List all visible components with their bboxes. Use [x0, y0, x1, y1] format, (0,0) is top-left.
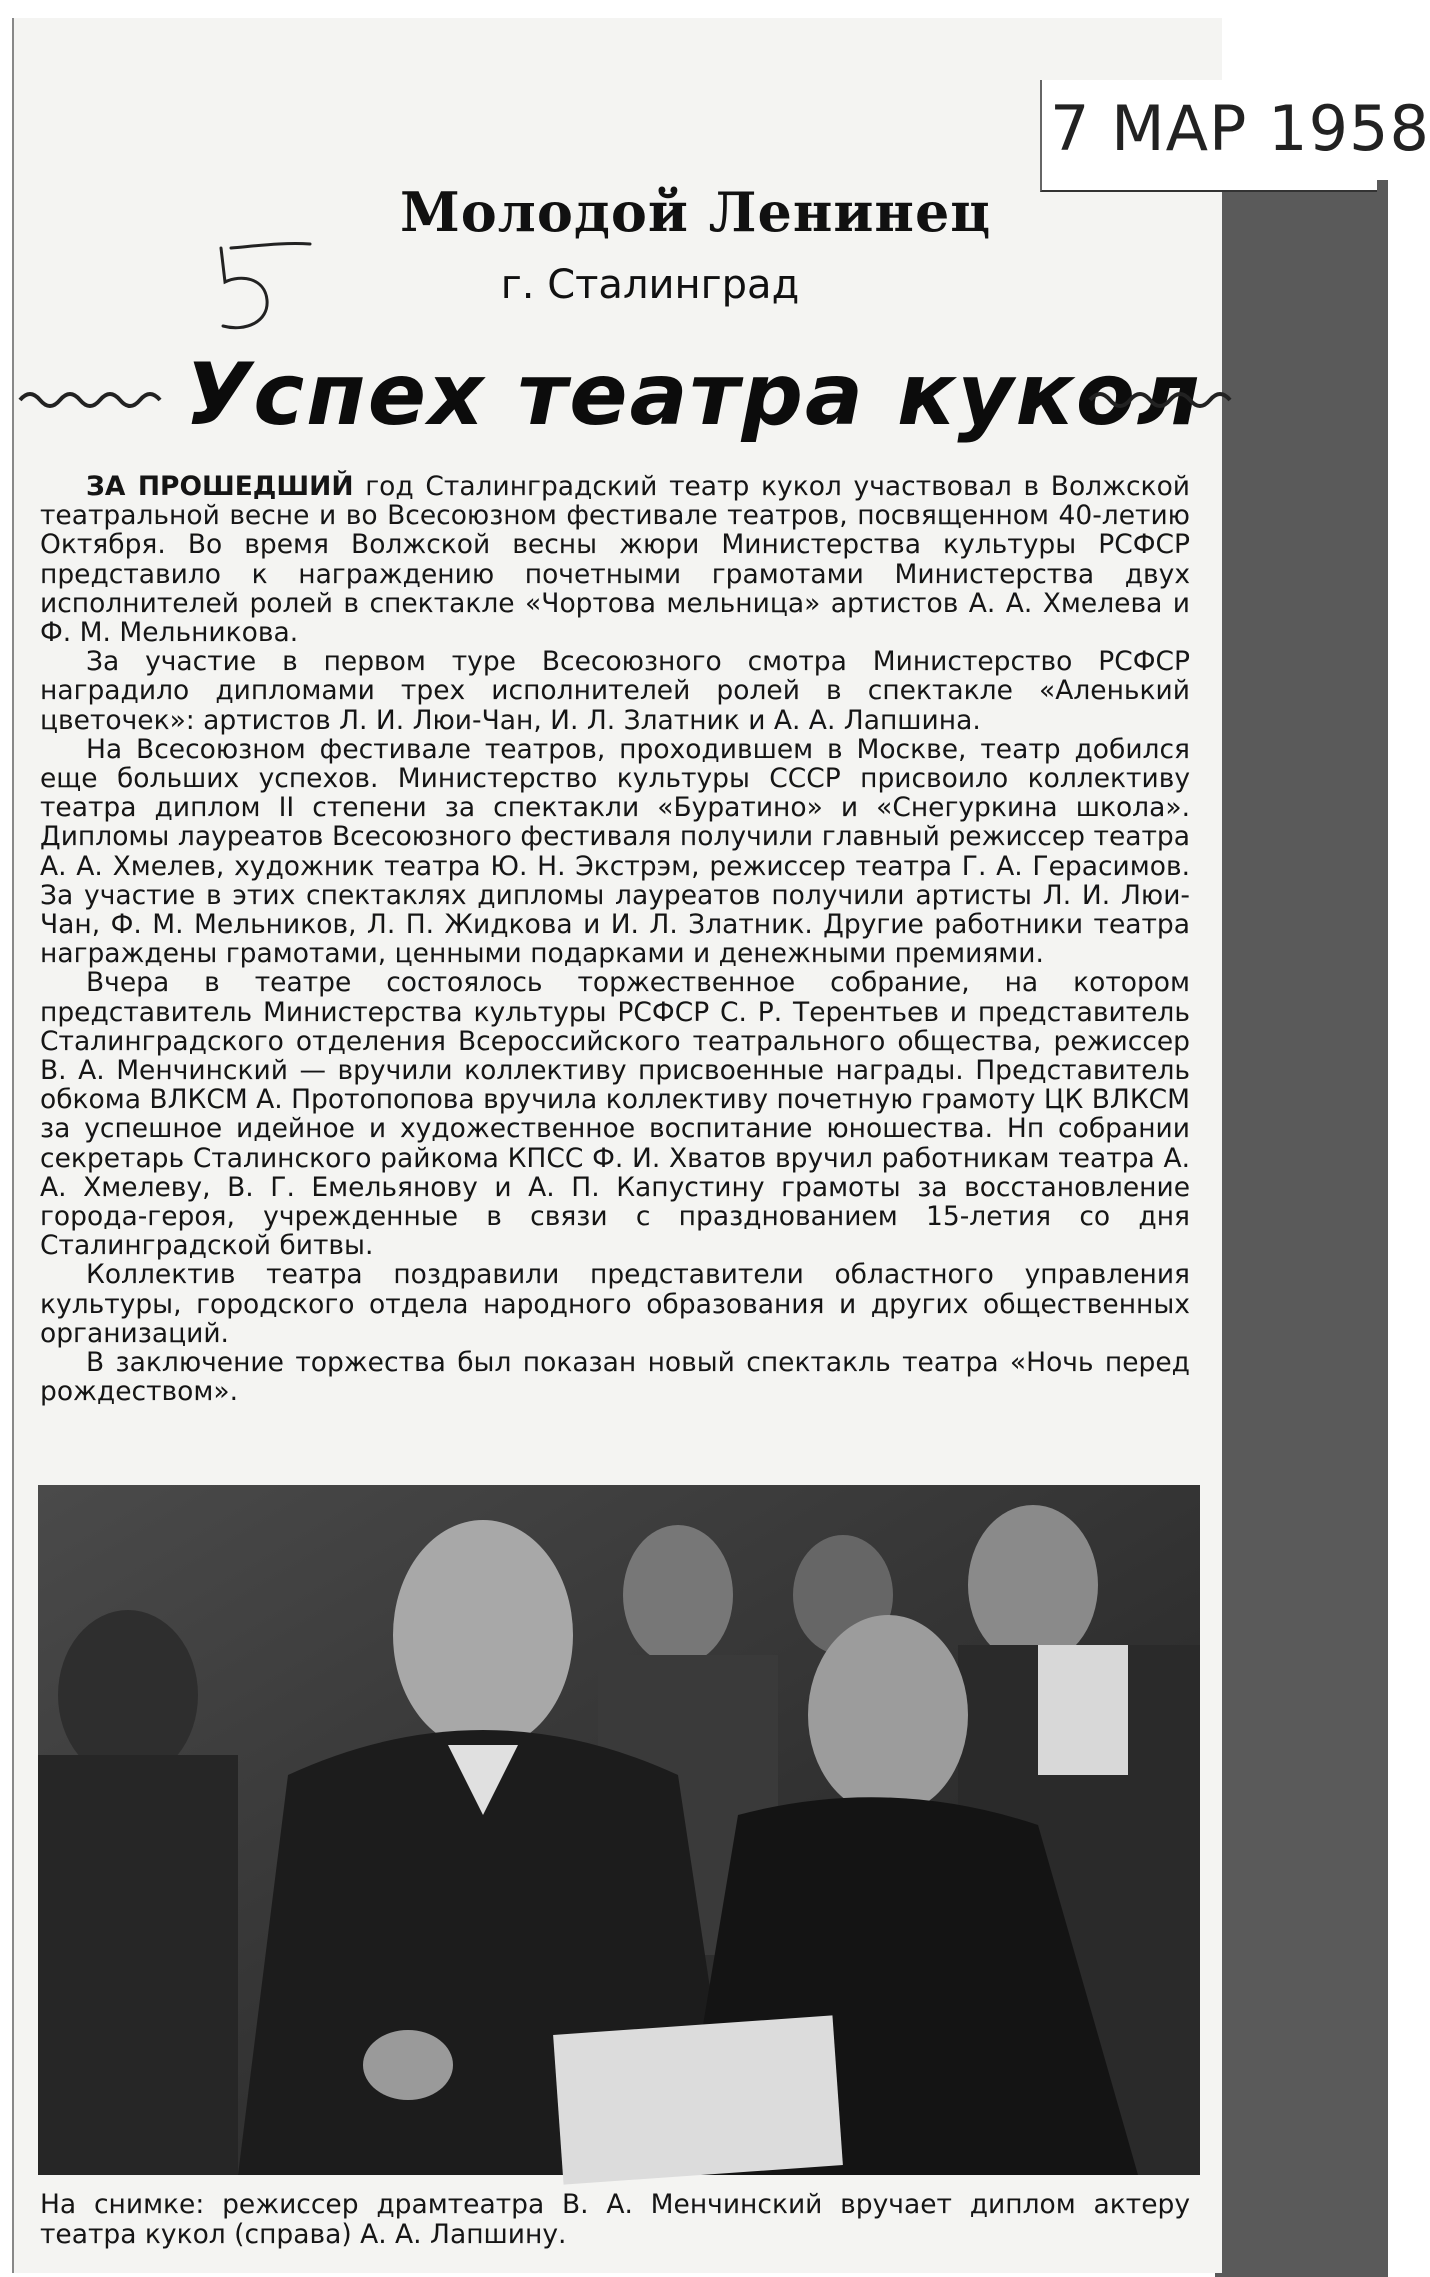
squiggle-left-icon — [20, 385, 170, 415]
paragraph-3: На Всесоюзном фестивале театров, проходившем в Москве, театр добился еще больших успехов. Министерство культуры СССР присвоило коллективу театра диплом II степени за спектакли «Буратино» и «Снегуркина школа». Дипломы лауреатов Всесоюзного фестиваля получили главный режиссер театра А. А. Хмелев, художник театра Ю. Н. Экстрэм, режиссер театра Г. А. Герасимов. За участие в этих спектаклях дипломы лауреатов получили артисты Л. И. Люи-Чан, Ф. М. Мельников, Л. П. Жидкова и И. Л. Златник. Другие работники театра награждены грамотами, ценными подарками и денежными премиями. — [40, 733, 1190, 970]
lead-in: ЗА ПРОШЕДШИЙ — [86, 471, 354, 502]
scan-margin-top — [0, 0, 1388, 20]
headline: Успех театра кукол — [185, 345, 1202, 445]
headline-block — [20, 345, 1220, 455]
paragraph-6: В заключение торжества был показан новый спектакль театра «Ночь перед рождеством». — [40, 1347, 1190, 1408]
newspaper-city: г. Сталинград — [500, 262, 800, 308]
photo-caption: На снимке: режиссер драмтеатра В. А. Менчинский вручает диплом актеру театра кукол (справа) А. А. Лапшину. — [40, 2189, 1190, 2250]
paragraph-4: Вчера в театре состоялось торжественное собрание, на котором представитель Министерства культуры РСФСР С. Р. Терентьев и представитель Сталинградского отделения Всероссийского театрального общества, режиссер В. А. Менчинский — вручили коллективу присвоенные награды. Представитель обкома ВЛКСМ А. Протопопова вручила коллективу почетную грамоту ЦК ВЛКСМ за успешное идейное и художественное воспитание юношества. Нп собрании секретарь Сталинского райкома КПСС Ф. И. Хватов вручил работникам театра А. А. Хмелеву, В. Г. Емельянову и А. П. Капустину грамоты за восстановление города-героя, учрежденные в связи с празднованием 15-летия со дня Сталинградской битвы. — [40, 967, 1190, 1262]
photo — [38, 1485, 1200, 2175]
paragraph-1: ЗА ПРОШЕДШИЙ год Сталинградский театр кукол участвовал в Волжской театральной весне и во Всесоюзном фестивале театров, посвященном 40-летию Октября. Во время Волжской весны жюри Министерства культуры РСФСР представило к награждению почетными грамотами Министерства двух исполнителей ролей в спектакле «Чортова мельница» артистов А. А. Хмелева и Ф. М. Мельникова. — [40, 471, 1190, 649]
group-photo-icon — [38, 1485, 1200, 2175]
newspaper-name: Молодой Ленинец — [400, 180, 992, 244]
paragraph-5: Коллектив театра поздравили представители областного управления культуры, городского отдела народного образования и других общественных организаций. — [40, 1259, 1190, 1349]
squiggle-right-icon — [1090, 385, 1240, 415]
scanner-background — [1215, 180, 1388, 2277]
article-body — [40, 472, 1190, 1407]
handwritten-number — [205, 230, 315, 340]
paragraph-2: За участие в первом туре Всесоюзного смотра Министерство РСФСР наградило дипломами трех исполнителей ролей в спектакле «Аленький цветочек»: артистов Л. И. Люи-Чан, И. Л. Златник и А. А. Лапшина. — [40, 646, 1190, 736]
date-stamp: 7 МАР 1958 — [1050, 92, 1430, 165]
handwritten-five-icon — [205, 230, 315, 340]
